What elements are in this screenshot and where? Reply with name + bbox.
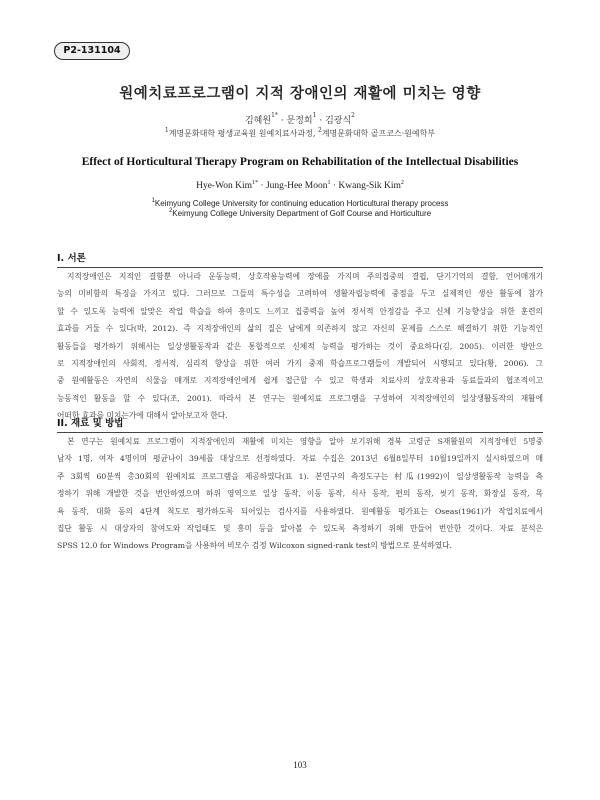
paragraph-line: 효과를 거둘 수 있다(박, 2012). 즉 지적장애인의 삶의 질은 남에게 의존하지 않고 자신의 문제를 스스로 해결하기 위한 기능적인 [57, 324, 543, 334]
english-author: Jung-Hee Moon [265, 181, 328, 191]
korean-author: 김광식 [325, 116, 352, 126]
author-sup: 2 [351, 112, 355, 119]
paragraph-line: 할 수 있도록 능력에 알맞은 작업 학습을 하여 흥미도 느끼고 집중력을 높여 정서적 안정감을 주고 신체 기능향상을 위한 훈련의 [57, 306, 543, 316]
paragraph-line: 욕 동작, 대화 동의 4단계 척도로 평가하도록 되어있는 검사지를 사용하였다. 원예활동 평가표는 Oseas(1961)가 작업치료에서 [57, 506, 543, 516]
section-heading-introduction: I. 서론 [57, 250, 543, 268]
paragraph-line: 능동적인 활동을 할 수 있다(조, 2001). 따라서 본 연구는 원예치료 프로그램을 구성하여 지적장애인의 일상생활동작의 재활에 [57, 393, 543, 403]
author-sup: 1* [271, 112, 278, 119]
paragraph-line: 집단 활동 시 대상자의 참여도와 작업태도 및 흥미 등을 알아볼 수 있도록 측정하기 위해 만들어 번안한 것이다. 자료 분석은 [57, 523, 543, 533]
paragraph-line: 중 원예활동은 자연의 식물을 매개로 지적장애인에게 쉽게 접근할 수 있고 학생과 치료사의 상호작용과 동료들과의 협조적이고 [57, 376, 543, 386]
english-affiliation-2 [0, 209, 600, 218]
section-heading-methods: II. 재료 및 방법 [57, 415, 543, 433]
section-body-methods [57, 433, 543, 555]
korean-affiliation: 계명문화대학 평생교육원 원예치료사과정, [168, 129, 316, 138]
affiliation-sup: 1 [151, 198, 155, 204]
paragraph-line: 능의 미비함의 특징을 가지고 있다. 그러므로 그들의 특수성을 고려하여 생활자립능력에 중점을 두고 실제적인 생산 활동에 참가 [57, 289, 543, 299]
affiliation-sup: 2 [318, 127, 322, 134]
english-author: Hye-Won Kim [196, 181, 253, 191]
section-body-introduction [57, 268, 543, 425]
korean-affiliation: 계명문화대학 골프코스·원예학부 [321, 129, 436, 138]
paragraph-line: 남자 1명, 여자 4명이며 평균나이 39세를 대상으로 선정하였다. 자료 수집은 2013년 6월8일부터 10월19일까지 실시하였으며 매 [57, 454, 543, 464]
author-separator: · [319, 116, 323, 126]
english-title: Effect of Horticultural Therapy Program on Rehabilitation of the Intellectual Disabilities [81, 156, 519, 168]
author-sup: 2 [400, 180, 404, 186]
english-affiliation-1 [0, 199, 600, 208]
paragraph-line: 지적장애인은 지적인 결함뿐 아니라 운동능력, 상호작용능력에 장애를 가지며 주의집중의 결핍, 단기기억의 결함, 언어매개기 [67, 272, 543, 281]
paragraph-line: 로 지적장애인의 사회적, 정서적, 심리적 향상을 위한 여러 가지 중재 학습프로그램들이 개발되어 시행되고 있다(황, 2006). 그 [57, 358, 543, 368]
affiliation-text: Keimyung College University for continuing education Horticultural therapy process [154, 199, 449, 208]
author-separator: · [280, 116, 284, 126]
paragraph-line: 정하기 위해 개발한 것을 번안하였으며 하위 영역으로 일상 동작, 이동 동작, 식사 동작, 편의 동작, 씻기 동작, 화장실 동작, 목 [57, 489, 543, 499]
korean-author: 문정희 [286, 116, 313, 126]
affiliation-text: Keimyung College University Department of Golf Course and Horticulture [172, 209, 432, 218]
paragraph-line: 본 연구는 원예치료 프로그램이 지적장애인의 재활에 미치는 영향을 알아 보기위해 경북 고령군 S재활원의 지적장애인 5명중 [67, 437, 543, 446]
author-separator: · [260, 181, 264, 191]
korean-title: 원예치료프로그램이 지적 장애인의 재활에 미치는 영향 [119, 85, 481, 102]
poster-id-badge: P2-131104 [54, 42, 130, 60]
korean-affiliations [0, 128, 600, 139]
page-number: 103 [293, 760, 307, 770]
paragraph-line: 주 3회씩 60분씩 총30회의 원예치료 프로그램을 제공하였다(표 1). 본연구의 측정도구는 村瓜(1992)이 일상생활동작 능력을 측 [57, 471, 543, 481]
english-author: Kwang-Sik Kim [338, 181, 401, 191]
paragraph-line: SPSS 12.0 for Windows Program을 사용하여 비모수 검정 Wilcoxon signed-rank test의 방법으로 분석하였다. [57, 541, 453, 551]
author-sup: 1 [312, 112, 317, 119]
korean-author: 김혜원 [244, 116, 272, 126]
author-sup: 1* [252, 180, 259, 186]
english-authors [0, 181, 600, 191]
affiliation-sup: 2 [168, 208, 173, 214]
korean-authors [0, 113, 600, 126]
paragraph-line: 활동들을 평가하기 위해서는 일상생활동작과 같은 통합적으로 신체적 능력을 평가하는 것이 중요하다(김, 2005). 이러한 방안으 [57, 341, 543, 351]
author-separator: · [332, 181, 336, 191]
author-sup: 1 [327, 180, 331, 186]
affiliation-sup: 1 [164, 127, 169, 134]
paragraph-line: 어떠한 효과를 미치는가에 대해서 알아보고자 한다. [57, 411, 228, 421]
